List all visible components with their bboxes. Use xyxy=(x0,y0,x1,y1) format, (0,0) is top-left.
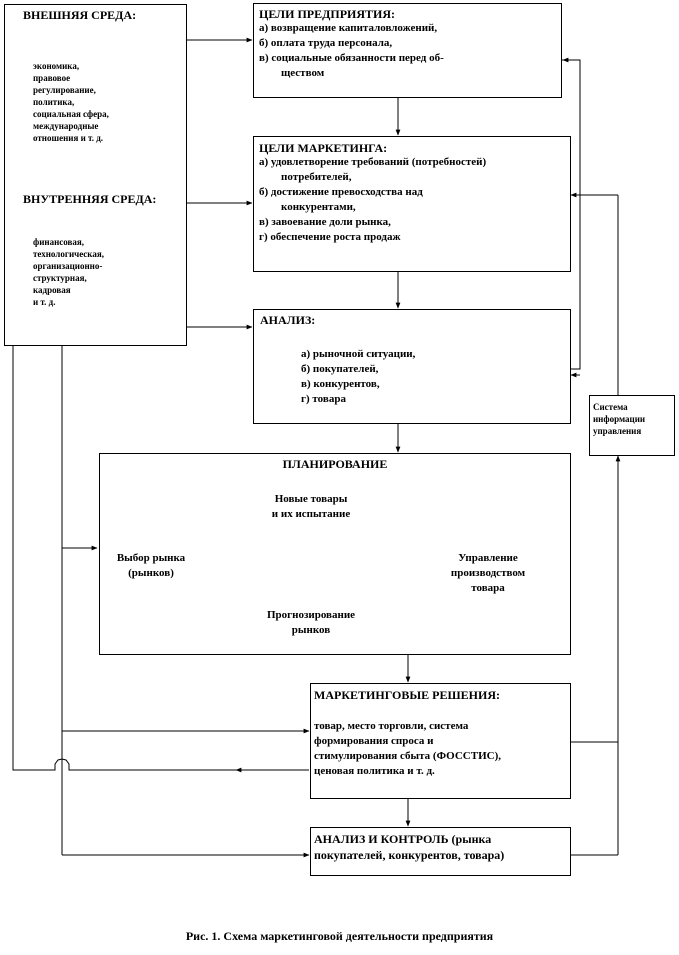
enterprise-goals-line: в) социальные обязанности перед об- xyxy=(259,52,444,64)
analysis-control-line: покупателей, конкурентов, товара) xyxy=(314,848,505,862)
marketing-goals-line: в) завоевание доли рынка, xyxy=(259,216,391,228)
marketing-goals-line: конкурентами, xyxy=(281,201,356,213)
analysis-item: а) рыночной ситуации, xyxy=(301,348,416,360)
analysis-item: в) конкурентов, xyxy=(301,378,380,390)
analysis-box xyxy=(253,309,571,424)
marketing-goals-line: а) удовлетворение требований (потребностей) xyxy=(259,156,487,168)
planning-new-products-line: Новые товары xyxy=(274,493,348,505)
info-system-line: Система xyxy=(593,402,628,412)
external-env-item: правовое xyxy=(33,73,71,83)
marketing-decisions-line: формирования спроса и xyxy=(314,735,434,747)
internal-env-item: технологическая, xyxy=(33,249,104,259)
marketing-goals-box xyxy=(253,136,571,272)
internal-env-list xyxy=(33,236,104,308)
info-system-box xyxy=(589,395,675,456)
internal-env-title: ВНУТРЕННЯЯ СРЕДА: xyxy=(23,192,157,206)
external-env-item: регулирование, xyxy=(33,85,96,95)
enterprise-goals-line: а) возвращение капиталовложений, xyxy=(259,22,438,34)
enterprise-goals-box xyxy=(253,3,562,98)
internal-env-item: структурная, xyxy=(33,273,87,283)
planning-forecast-line: Прогнозирование xyxy=(266,609,356,621)
planning-forecast-line: рынков xyxy=(291,624,331,636)
marketing-decisions-line: товар, место торговли, система xyxy=(314,720,469,732)
external-env-title: ВНЕШНЯЯ СРЕДА: xyxy=(23,8,137,22)
planning-production-line: производством xyxy=(450,567,526,579)
marketing-decisions-box xyxy=(310,683,571,799)
external-env-item: политика, xyxy=(33,97,75,107)
external-env-list xyxy=(33,60,109,144)
analysis-control-line: АНАЛИЗ И КОНТРОЛЬ (рынка xyxy=(314,832,492,846)
marketing-goals-title: ЦЕЛИ МАРКЕТИНГА: xyxy=(259,141,388,155)
analysis-list xyxy=(301,347,415,407)
marketing-decisions-line: стимулирования сбыта (ФОССТИС), xyxy=(314,750,501,762)
enterprise-goals-line: ществом xyxy=(281,67,325,79)
planning-market-choice xyxy=(102,551,200,581)
external-env-item: экономика, xyxy=(33,61,80,71)
marketing-decisions-line: ценовая политика и т. д. xyxy=(314,765,435,777)
internal-env-item: и т. д. xyxy=(33,297,56,307)
planning-title: ПЛАНИРОВАНИЕ xyxy=(282,457,388,471)
analysis-control-box xyxy=(310,827,571,876)
enterprise-goals-title: ЦЕЛИ ПРЕДПРИЯТИЯ: xyxy=(259,7,396,21)
info-system-line: управления xyxy=(593,426,642,436)
planning-production xyxy=(433,551,543,596)
marketing-goals-line: г) обеспечение роста продаж xyxy=(259,231,401,243)
internal-env-item: финансовая, xyxy=(33,237,85,247)
analysis-item: б) покупателей, xyxy=(301,363,379,375)
planning-production-line: товара xyxy=(471,582,505,594)
marketing-goals-line: потребителей, xyxy=(281,171,352,183)
environment-box xyxy=(4,4,187,346)
marketing-goals-line: б) достижение превосходства над xyxy=(259,186,423,198)
planning-new-products-line: и их испытание xyxy=(271,508,351,520)
marketing-decisions-list xyxy=(314,719,501,779)
planning-new-products xyxy=(241,492,381,522)
planning-market-choice-line: Выбор рынка xyxy=(116,552,186,564)
planning-forecast xyxy=(241,608,381,638)
internal-env-item: кадровая xyxy=(33,285,71,295)
analysis-title: АНАЛИЗ: xyxy=(260,313,316,327)
external-env-item: социальная сфера, xyxy=(33,109,109,119)
marketing-decisions-title: МАРКЕТИНГОВЫЕ РЕШЕНИЯ: xyxy=(314,688,501,702)
external-env-item: международные xyxy=(33,121,99,131)
external-env-item: отношения и т. д. xyxy=(33,133,104,143)
info-system-line: информации xyxy=(593,414,646,424)
enterprise-goals-line: б) оплата труда персонала, xyxy=(259,37,393,49)
planning-market-choice-line: (рынков) xyxy=(128,567,174,579)
internal-env-item: организационно- xyxy=(33,261,103,271)
figure-caption: Рис. 1. Схема маркетинговой деятельности предприятия xyxy=(185,929,494,943)
planning-production-line: Управление xyxy=(458,552,518,564)
analysis-item: г) товара xyxy=(301,393,346,405)
